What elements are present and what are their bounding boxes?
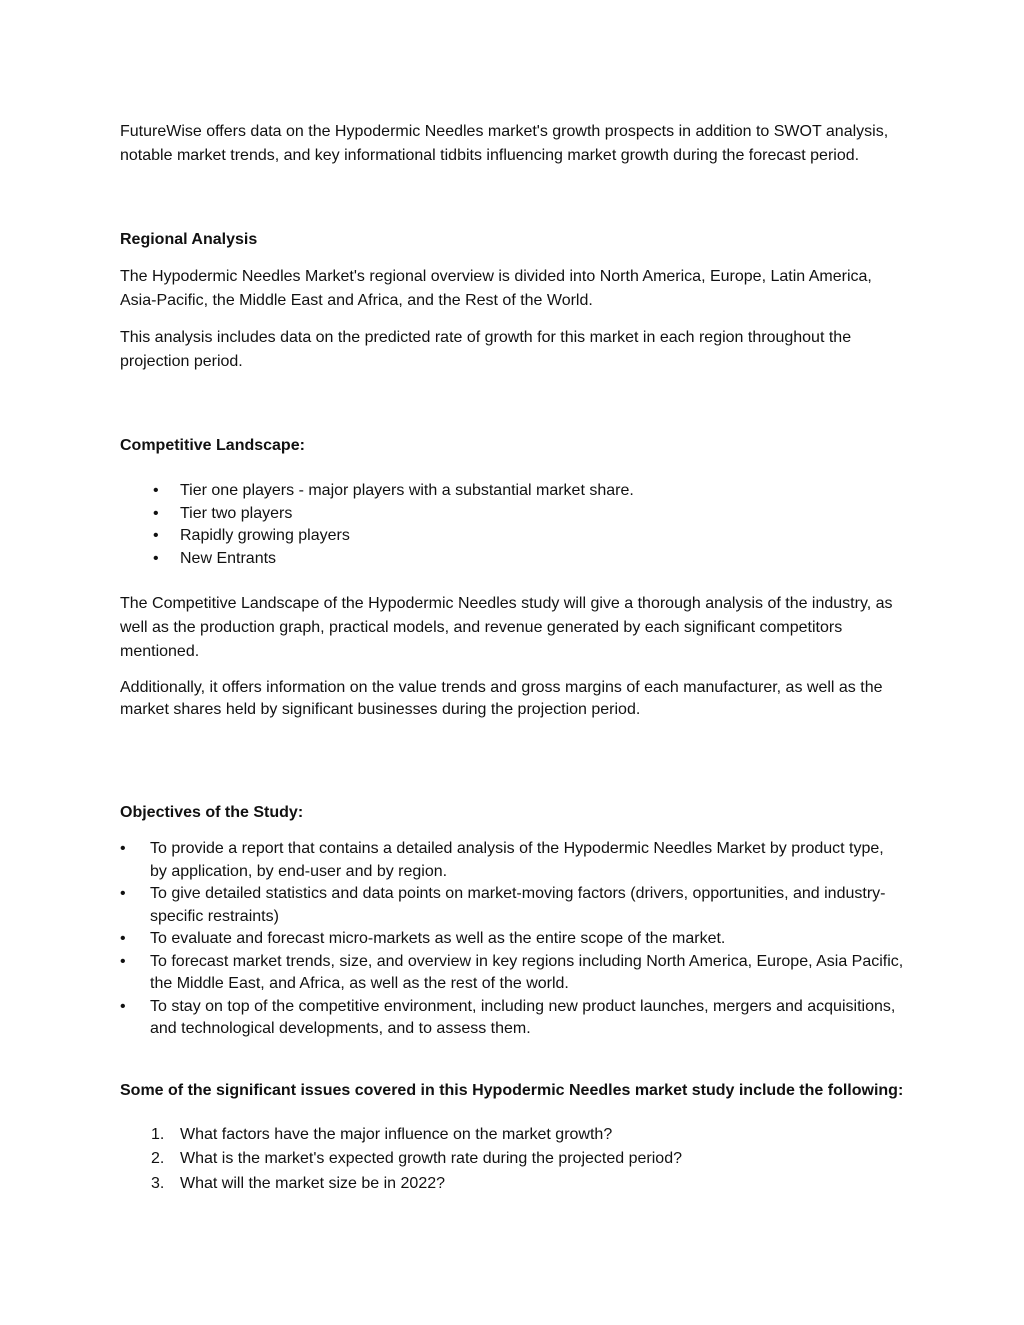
competitive-tier-list	[120, 480, 905, 570]
list-item	[120, 1123, 905, 1148]
list-item: • To provide a report that contains a detailed analysis of the Hypodermic Needles Market by product type, by application, by end-user and by region.	[120, 838, 905, 883]
list-text: What will the market size be in 2022?	[180, 1174, 446, 1192]
competitive-paragraph: Additionally, it offers information on the value trends and gross margins of each manufacturer, as well as the market shares held by significant businesses during the projection period.	[120, 679, 883, 718]
list-item: • To give detailed statistics and data points on market-moving factors (drivers, opportunities, and industry-specific restraints)	[120, 883, 905, 928]
list-number: 3.	[151, 1174, 165, 1192]
objectives-list	[120, 838, 905, 1041]
issues-list	[120, 1123, 905, 1197]
document-page	[120, 120, 905, 1196]
intro-paragraph: FutureWise offers data on the Hypodermic Needles market's growth prospects in addition to SWOT analysis, notable market trends, and key informational tidbits influencing market growth during the forecast period.	[120, 123, 889, 164]
issues-heading: Some of the significant issues covered in this Hypodermic Needles market study include the following:	[120, 1081, 904, 1099]
list-item	[120, 1172, 905, 1197]
list-item: • Rapidly growing players	[120, 525, 905, 548]
list-item: • New Entrants	[120, 548, 905, 571]
list-item: • To stay on top of the competitive environment, including new product launches, mergers and acquisitions, and technological developments, and to assess them.	[120, 996, 905, 1041]
regional-paragraph: This analysis includes data on the predicted rate of growth for this market in each region throughout the projection period.	[120, 329, 852, 370]
competitive-landscape-heading: Competitive Landscape:	[120, 437, 305, 454]
list-number: 2.	[151, 1150, 165, 1167]
list-item: • To evaluate and forecast micro-markets as well as the entire scope of the market.	[120, 928, 905, 951]
list-item: • To forecast market trends, size, and overview in key regions including North America, Europe, Asia Pacific, the Middle East, and Africa, as well as the rest of the world.	[120, 951, 905, 996]
list-item	[120, 1147, 905, 1172]
list-item: • Tier two players	[120, 503, 905, 526]
list-item: • Tier one players - major players with a substantial market share.	[120, 480, 905, 503]
list-number: 1.	[151, 1125, 165, 1143]
competitive-paragraph: The Competitive Landscape of the Hypodermic Needles study will give a thorough analysis of the industry, as well as the production graph, practical models, and revenue generated by each significant competitors mentioned.	[120, 595, 893, 660]
list-text: What is the market's expected growth rate during the projected period?	[180, 1150, 682, 1167]
objectives-heading: Objectives of the Study:	[120, 804, 304, 821]
regional-analysis-heading: Regional Analysis	[120, 231, 258, 248]
list-text: What factors have the major influence on the market growth?	[180, 1125, 613, 1143]
regional-paragraph: The Hypodermic Needles Market's regional overview is divided into North America, Europe, Latin America, Asia-Pacific, the Middle East and Africa, and the Rest of the World.	[120, 268, 872, 309]
